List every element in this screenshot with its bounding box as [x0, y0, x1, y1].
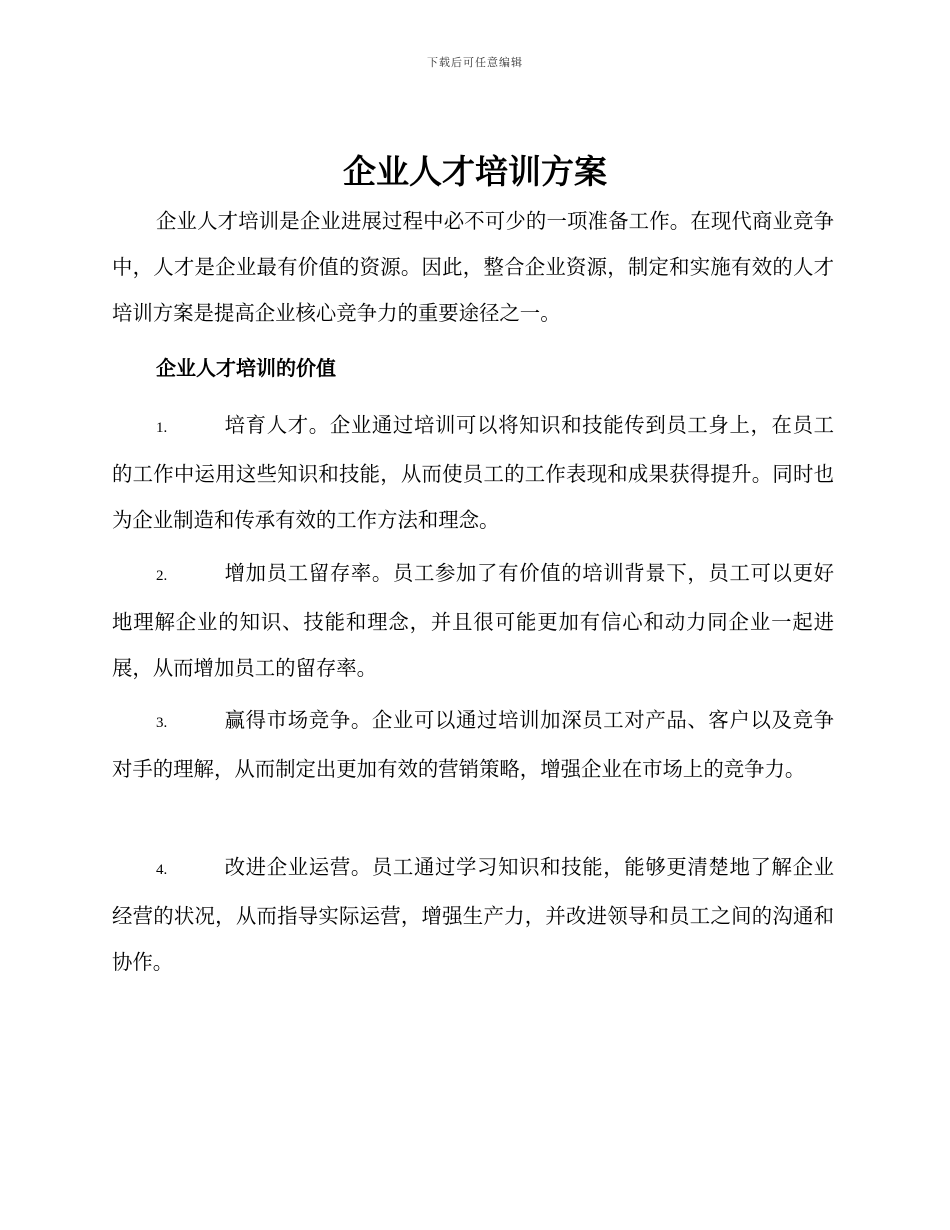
section-heading: 企业人才培训的价值 — [156, 356, 336, 380]
list-item-number: 4. — [156, 862, 168, 878]
list-item-text: 改进企业运营。员工通过学习知识和技能，能够更清楚地了解企业经营的状况，从而指导实际运营，增强生产力，并改进领导和员工之间的沟通和协作。 — [112, 855, 834, 974]
list-item — [112, 697, 834, 792]
list-item-number: 2. — [156, 568, 168, 584]
intro-paragraph: 企业人才培训是企业进展过程中必不可少的一项准备工作。在现代商业竞争中，人才是企业最有价值的资源。因此，整合企业资源，制定和实施有效的人才培训方案是提高企业核心竞争力的重要途径之一。 — [112, 209, 834, 325]
list-item — [112, 844, 834, 985]
list-item — [112, 550, 834, 691]
document-title: 企业人才培训方案 — [343, 152, 607, 191]
list-item-text: 培育人才。企业通过培训可以将知识和技能传到员工身上，在员工的工作中运用这些知识和技能，从而使员工的工作表现和成果获得提升。同时也为企业制造和传承有效的工作方法和理念。 — [112, 413, 834, 532]
list-item — [112, 402, 834, 543]
list-item-number: 3. — [156, 715, 168, 731]
list-item-text: 增加员工留存率。员工参加了有价值的培训背景下，员工可以更好地理解企业的知识、技能和理念，并且很可能更加有信心和动力同企业一起进展，从而增加员工的留存率。 — [112, 561, 834, 680]
list-item-text: 赢得市场竞争。企业可以通过培训加深员工对产品、客户以及竞争对手的理解，从而制定出更加有效的营销策略，增强企业在市场上的竞争力。 — [112, 708, 834, 781]
header-note: 下载后可任意编辑 — [427, 56, 523, 69]
list-item-number: 1. — [156, 420, 168, 436]
